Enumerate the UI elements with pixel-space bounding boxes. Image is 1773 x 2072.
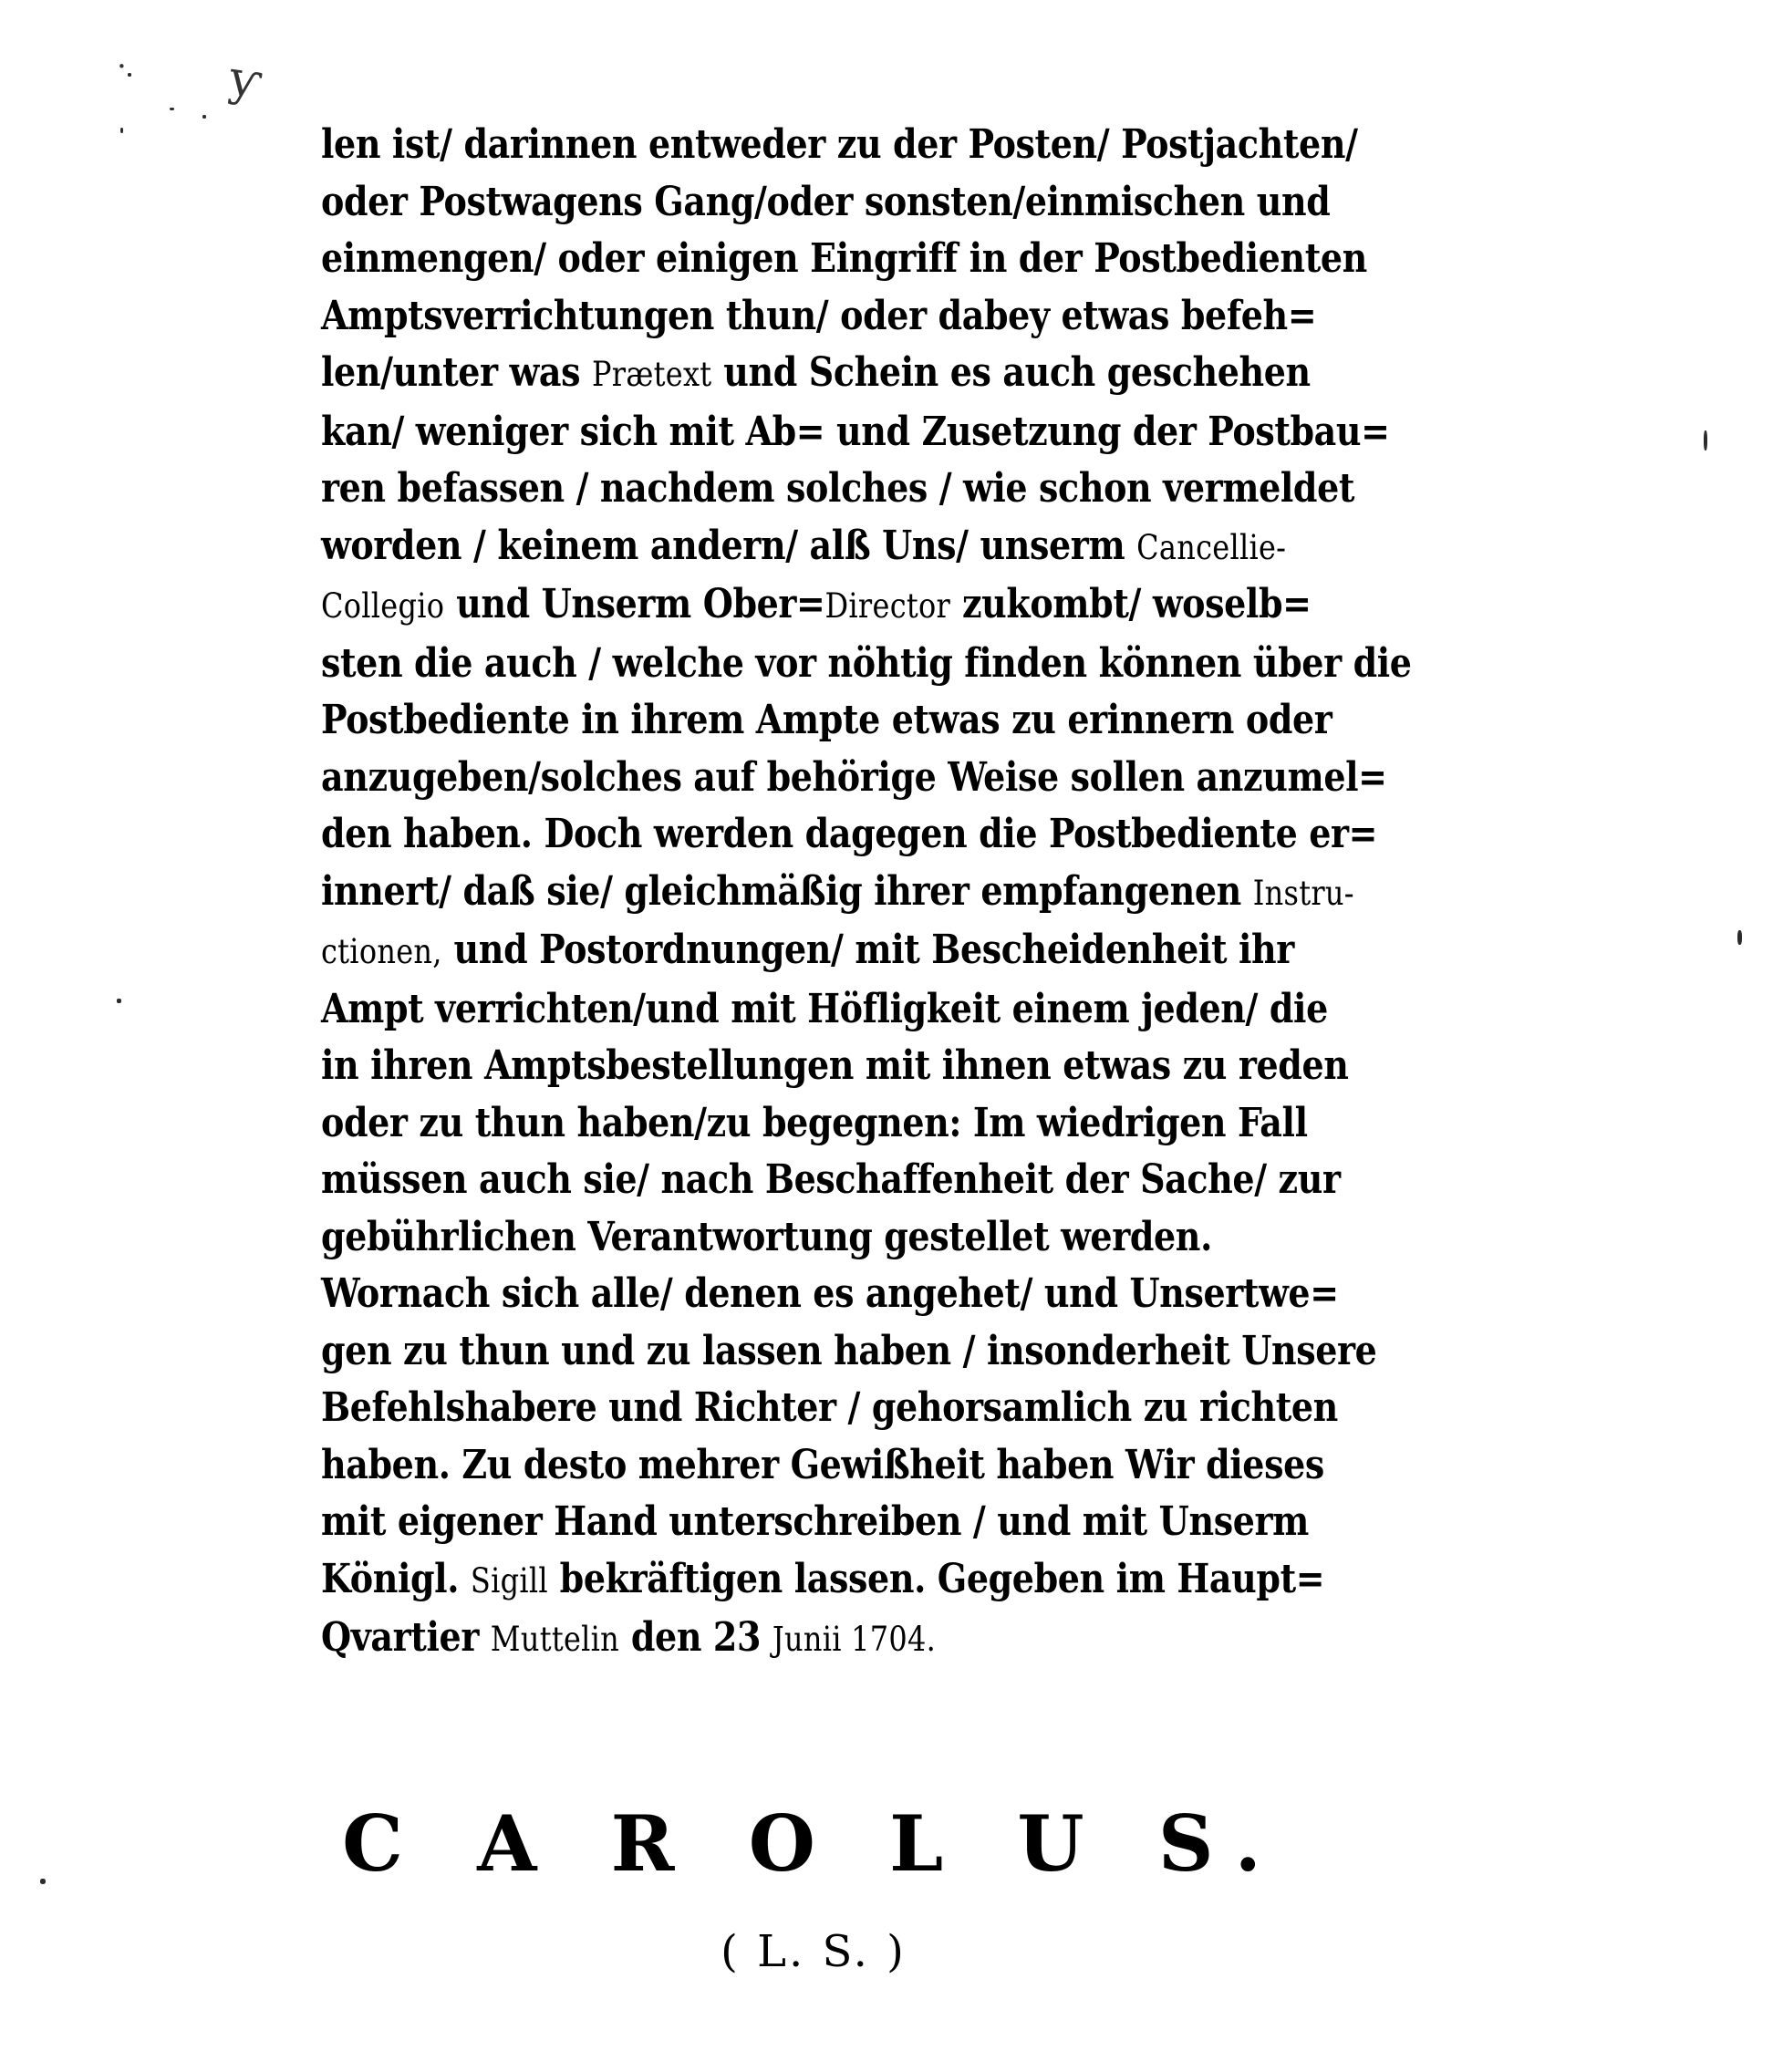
body-line <box>321 576 1312 636</box>
body-line-text: len/unter was <box>321 349 592 396</box>
body-line <box>321 288 1317 346</box>
body-line <box>321 1323 1377 1381</box>
body-line <box>321 692 1332 750</box>
body-line <box>321 864 1354 923</box>
body-line-text: oder zu thun haben/zu begegnen: Im wiedrigen Fall <box>321 1099 1308 1146</box>
body-line-text: len ist/ darinnen entweder zu der Posten/ Postjachten/ <box>321 121 1358 168</box>
margin-pen-stroke: ƴ <box>225 50 265 110</box>
date-line-prefix: Qvartier <box>321 1614 491 1661</box>
body-line <box>321 231 1367 288</box>
scan-speckle <box>1737 930 1742 945</box>
body-line-text: einmengen/ oder einigen Eingriff in der Postbedienten <box>321 235 1367 282</box>
body-line <box>321 922 1306 981</box>
body-line-text: bekräftigen lassen. Gegeben im Haupt= <box>547 1555 1325 1602</box>
body-line-text: Amptsverrichtungen thun/ oder dabey etwas befeh= <box>321 292 1317 339</box>
body-line-text: gebührlichen Verantwortung gestellet werden. <box>321 1213 1212 1260</box>
body-line-text: kan/ weniger sich mit Ab= und Zusetzung der Postbau= <box>321 408 1390 455</box>
body-line <box>321 345 1311 404</box>
body-line-text: innert/ daß sie/ gleichmäßig ihrer empfangenen <box>321 867 1253 915</box>
body-line <box>321 1437 1324 1495</box>
body-line-text: und Schein es auch geschehen <box>711 349 1311 396</box>
body-line <box>321 404 1390 461</box>
month-name-junii: Junii <box>772 1620 842 1659</box>
body-line <box>321 1038 1349 1095</box>
body-line-text: Ampt verrichten/und mit Höfligkeit einem jeden/ die <box>321 985 1328 1032</box>
body-line <box>321 518 1306 577</box>
locus-sigilli-mark: ( L. S. ) <box>721 1926 907 1977</box>
body-line <box>321 1209 1306 1267</box>
body-line <box>321 981 1328 1039</box>
scan-speckle <box>117 999 121 1003</box>
body-line <box>321 1152 1341 1209</box>
body-line <box>321 1266 1339 1323</box>
body-line <box>321 806 1378 864</box>
body-line-text: und Unserm Ober= <box>444 581 825 627</box>
latin-word-sigill: Sigill <box>470 1560 548 1601</box>
scan-speckle <box>40 1879 46 1884</box>
body-line <box>321 117 1358 174</box>
latin-word-instru: Instru- <box>1252 873 1354 913</box>
body-line-text: Königl. <box>321 1555 471 1602</box>
body-line-text: Wornach sich alle/ denen es angehet/ und Unsertwe= <box>321 1270 1339 1317</box>
body-line-text: gen zu thun und zu lassen haben / insonderheit Unsere <box>321 1327 1377 1374</box>
body-line-text: ren befassen / nachdem solches / wie schon vermeldet <box>321 465 1355 512</box>
body-line-text: Befehlshabere und Richter / gehorsamlich zu richten <box>321 1384 1338 1431</box>
body-line-text: anzugeben/solches auf behörige Weise sollen anzumel= <box>321 753 1387 801</box>
body-line <box>321 636 1412 693</box>
body-line-text: den haben. Doch werden dagegen die Postbediente er= <box>321 811 1378 857</box>
body-line <box>321 1380 1338 1437</box>
body-line <box>321 1494 1309 1551</box>
body-line-text: und Postordnungen/ mit Bescheidenheit ihr <box>441 927 1294 973</box>
margin-ink-fleck: · <box>117 48 127 85</box>
scan-speckle <box>128 73 131 77</box>
body-line-text: in ihren Amptsbestellungen mit ihnen etwas zu reden <box>321 1042 1349 1089</box>
body-line-text: zukombt/ woselb= <box>950 581 1312 627</box>
scan-speckle <box>120 128 123 133</box>
latin-word-ctionen: ctionen, <box>321 932 442 971</box>
body-line <box>321 750 1387 807</box>
latin-word-praetext: Prætext <box>591 355 712 394</box>
royal-signature-carolus: C A R O L U S. <box>342 1798 1285 1889</box>
body-line <box>321 461 1355 518</box>
year-1704: 1704. <box>841 1620 937 1659</box>
document-body <box>321 117 1412 1669</box>
body-line-text: sten die auch / welche vor nöhtig finden können über die <box>321 639 1412 687</box>
body-line-text: müssen auch sie/ nach Beschaffenheit der Sache/ zur <box>321 1156 1341 1203</box>
scan-speckle <box>170 108 174 110</box>
body-line-text: haben. Zu desto mehrer Gewißheit haben Wir dieses <box>321 1441 1324 1488</box>
date-line-day: den 23 <box>619 1614 772 1661</box>
latin-word-collegio: Collegio <box>321 586 445 626</box>
place-name-muttelin: Muttelin <box>490 1620 620 1659</box>
body-line <box>321 1551 1325 1611</box>
body-line-text: mit eigener Hand unterschreiben / und mit Unserm <box>321 1498 1309 1545</box>
body-line-text: oder Postwagens Gang/oder sonsten/einmischen und <box>321 178 1331 225</box>
scan-speckle <box>202 115 206 119</box>
body-line-text: worden / keinem andern/ alß Uns/ unserm <box>321 522 1137 569</box>
body-line-text: Postbediente in ihrem Ampte etwas zu erinnern oder <box>321 697 1332 743</box>
scan-speckle <box>1704 430 1707 451</box>
latin-word-cancellie: Cancellie- <box>1136 527 1287 567</box>
body-line <box>321 1095 1306 1153</box>
body-line <box>321 174 1331 232</box>
date-line <box>321 1610 1306 1669</box>
latin-word-director: Director <box>824 586 951 626</box>
